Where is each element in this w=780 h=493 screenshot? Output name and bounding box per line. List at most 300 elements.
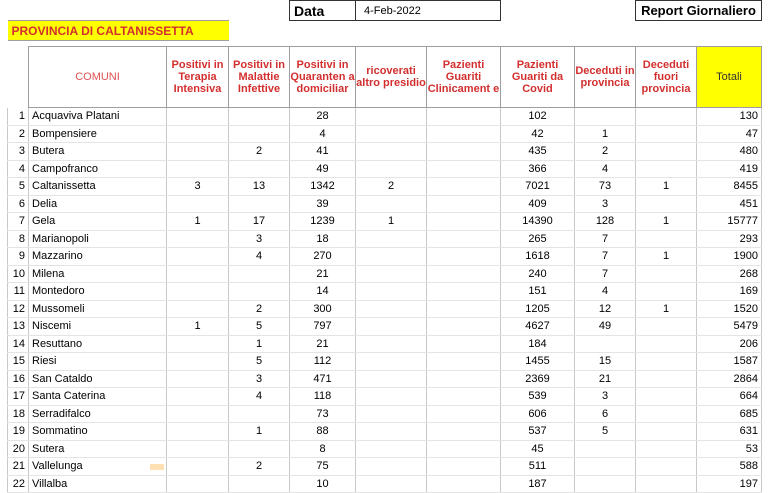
guariti-covid-value: 2369 (501, 370, 575, 388)
altro-presidio-value (356, 423, 427, 441)
comune-name: Montedoro (29, 283, 167, 301)
guariti-clinicamente-value (427, 143, 501, 161)
col-header-deceduti-provincia: Deceduti in provincia (575, 47, 636, 108)
quarantena-value: 21 (290, 265, 356, 283)
row-spacer (762, 265, 768, 283)
table-row (8, 423, 768, 441)
quarantena-value: 28 (290, 108, 356, 126)
altro-presidio-value (356, 475, 427, 493)
row-spacer (762, 458, 768, 476)
row-spacer (762, 475, 768, 493)
row-number: 15 (8, 353, 29, 371)
altro-presidio-value (356, 318, 427, 336)
deceduti-provincia-value: 21 (575, 370, 636, 388)
comune-name: Delia (29, 195, 167, 213)
malattie-infettive-value (229, 440, 290, 458)
guariti-clinicamente-value (427, 213, 501, 231)
quarantena-value: 797 (290, 318, 356, 336)
terapia-intensiva-value (167, 475, 229, 493)
quarantena-value: 1342 (290, 178, 356, 196)
malattie-infettive-value (229, 125, 290, 143)
altro-presidio-value (356, 248, 427, 266)
guariti-clinicamente-value (427, 178, 501, 196)
malattie-infettive-value: 5 (229, 318, 290, 336)
row-number: 7 (8, 213, 29, 231)
table-body (8, 108, 768, 493)
totale-value: 588 (697, 458, 762, 476)
row-number: 13 (8, 318, 29, 336)
terapia-intensiva-value (167, 283, 229, 301)
terapia-intensiva-value (167, 265, 229, 283)
table-row (8, 335, 768, 353)
terapia-intensiva-value: 1 (167, 318, 229, 336)
table-row (8, 300, 768, 318)
row-number: 2 (8, 125, 29, 143)
deceduti-fuori-value (636, 125, 697, 143)
terapia-intensiva-value: 1 (167, 213, 229, 231)
row-spacer (762, 440, 768, 458)
quarantena-value: 10 (290, 475, 356, 493)
quarantena-value: 88 (290, 423, 356, 441)
malattie-infettive-value: 2 (229, 458, 290, 476)
terapia-intensiva-value (167, 195, 229, 213)
comune-name: Villalba (29, 475, 167, 493)
guariti-clinicamente-value (427, 125, 501, 143)
table-row (8, 370, 768, 388)
guariti-clinicamente-value (427, 388, 501, 406)
quarantena-value: 21 (290, 335, 356, 353)
totale-value: 268 (697, 265, 762, 283)
row-number: 12 (8, 300, 29, 318)
guariti-clinicamente-value (427, 265, 501, 283)
totale-value: 664 (697, 388, 762, 406)
guariti-clinicamente-value (427, 440, 501, 458)
table-row (8, 440, 768, 458)
altro-presidio-value (356, 300, 427, 318)
row-spacer (762, 125, 768, 143)
altro-presidio-value (356, 405, 427, 423)
table-row (8, 125, 768, 143)
row-spacer (762, 230, 768, 248)
terapia-intensiva-value (167, 248, 229, 266)
table-row (8, 108, 768, 126)
malattie-infettive-value (229, 475, 290, 493)
deceduti-provincia-value: 7 (575, 248, 636, 266)
malattie-infettive-value (229, 283, 290, 301)
report-date: 4-Feb-2022 (356, 1, 501, 21)
guariti-clinicamente-value (427, 405, 501, 423)
province-title: PROVINCIA DI CALTANISSETTA (8, 21, 229, 41)
altro-presidio-value (356, 370, 427, 388)
malattie-infettive-value (229, 265, 290, 283)
guariti-clinicamente-value (427, 458, 501, 476)
totale-value: 206 (697, 335, 762, 353)
deceduti-provincia-value: 15 (575, 353, 636, 371)
row-spacer (762, 318, 768, 336)
deceduti-fuori-value (636, 388, 697, 406)
altro-presidio-value (356, 195, 427, 213)
terapia-intensiva-value (167, 458, 229, 476)
deceduti-fuori-value (636, 405, 697, 423)
comune-name: Gela (29, 213, 167, 231)
terapia-intensiva-value (167, 300, 229, 318)
altro-presidio-value (356, 230, 427, 248)
guariti-covid-value: 1205 (501, 300, 575, 318)
row-spacer (762, 353, 768, 371)
row-number: 1 (8, 108, 29, 126)
deceduti-provincia-value: 3 (575, 195, 636, 213)
cell-highlight (150, 464, 164, 470)
table-row (8, 475, 768, 493)
row-number: 20 (8, 440, 29, 458)
guariti-covid-value: 409 (501, 195, 575, 213)
comune-name: Mussomeli (29, 300, 167, 318)
terapia-intensiva-value (167, 230, 229, 248)
row-number: 9 (8, 248, 29, 266)
malattie-infettive-value: 5 (229, 353, 290, 371)
terapia-intensiva-value (167, 370, 229, 388)
guariti-clinicamente-value (427, 230, 501, 248)
deceduti-provincia-value: 1 (575, 125, 636, 143)
totale-value: 130 (697, 108, 762, 126)
totale-value: 419 (697, 160, 762, 178)
col-header-totali: Totali (697, 47, 762, 108)
table-row (8, 388, 768, 406)
table-row (8, 318, 768, 336)
comune-name: Sutera (29, 440, 167, 458)
table-row (8, 178, 768, 196)
guariti-clinicamente-value (427, 248, 501, 266)
row-number: 21 (8, 458, 29, 476)
guariti-covid-value: 1455 (501, 353, 575, 371)
deceduti-provincia-value: 128 (575, 213, 636, 231)
totale-value: 47 (697, 125, 762, 143)
guariti-clinicamente-value (427, 370, 501, 388)
deceduti-fuori-value (636, 353, 697, 371)
altro-presidio-value (356, 125, 427, 143)
deceduti-fuori-value (636, 160, 697, 178)
altro-presidio-value (356, 143, 427, 161)
quarantena-value: 73 (290, 405, 356, 423)
quarantena-value: 270 (290, 248, 356, 266)
guariti-covid-value: 606 (501, 405, 575, 423)
deceduti-fuori-value (636, 458, 697, 476)
row-number: 19 (8, 423, 29, 441)
deceduti-fuori-value (636, 143, 697, 161)
row-number: 8 (8, 230, 29, 248)
quarantena-value: 471 (290, 370, 356, 388)
deceduti-fuori-value (636, 265, 697, 283)
row-spacer (762, 388, 768, 406)
comune-name: Riesi (29, 353, 167, 371)
quarantena-value: 39 (290, 195, 356, 213)
deceduti-provincia-value (575, 475, 636, 493)
totale-value: 197 (697, 475, 762, 493)
data-label: Data (290, 1, 356, 21)
malattie-infettive-value: 2 (229, 143, 290, 161)
terapia-intensiva-value (167, 388, 229, 406)
comune-name: Caltanissetta (29, 178, 167, 196)
terapia-intensiva-value (167, 440, 229, 458)
totale-value: 1587 (697, 353, 762, 371)
totale-value: 631 (697, 423, 762, 441)
row-spacer (762, 405, 768, 423)
totale-value: 293 (697, 230, 762, 248)
totale-value: 2864 (697, 370, 762, 388)
deceduti-fuori-value: 1 (636, 248, 697, 266)
row-number: 5 (8, 178, 29, 196)
deceduti-provincia-value (575, 108, 636, 126)
guariti-covid-value: 265 (501, 230, 575, 248)
quarantena-value: 112 (290, 353, 356, 371)
totale-value: 53 (697, 440, 762, 458)
deceduti-provincia-value (575, 335, 636, 353)
deceduti-fuori-value: 1 (636, 300, 697, 318)
comune-name: Serradifalco (29, 405, 167, 423)
totale-value: 1900 (697, 248, 762, 266)
malattie-infettive-value: 13 (229, 178, 290, 196)
totale-value: 480 (697, 143, 762, 161)
table-row (8, 195, 768, 213)
altro-presidio-value (356, 458, 427, 476)
deceduti-provincia-value: 3 (575, 388, 636, 406)
row-number: 18 (8, 405, 29, 423)
deceduti-provincia-value (575, 440, 636, 458)
guariti-covid-value: 45 (501, 440, 575, 458)
comune-name: Bompensiere (29, 125, 167, 143)
terapia-intensiva-value (167, 108, 229, 126)
deceduti-fuori-value (636, 370, 697, 388)
malattie-infettive-value (229, 195, 290, 213)
comune-name: Milena (29, 265, 167, 283)
row-number: 10 (8, 265, 29, 283)
malattie-infettive-value: 17 (229, 213, 290, 231)
guariti-covid-value: 7021 (501, 178, 575, 196)
comune-name: San Cataldo (29, 370, 167, 388)
malattie-infettive-value: 4 (229, 388, 290, 406)
altro-presidio-value (356, 160, 427, 178)
terapia-intensiva-value (167, 125, 229, 143)
deceduti-fuori-value (636, 440, 697, 458)
comune-name: Acquaviva Platani (29, 108, 167, 126)
altro-presidio-value (356, 283, 427, 301)
guariti-covid-value: 42 (501, 125, 575, 143)
guariti-covid-value: 4627 (501, 318, 575, 336)
quarantena-value: 4 (290, 125, 356, 143)
guariti-covid-value: 366 (501, 160, 575, 178)
row-spacer (762, 370, 768, 388)
altro-presidio-value (356, 388, 427, 406)
malattie-infettive-value: 1 (229, 423, 290, 441)
comune-name: Santa Caterina (29, 388, 167, 406)
altro-presidio-value (356, 335, 427, 353)
quarantena-value: 118 (290, 388, 356, 406)
col-header-terapia-intensiva: Positivi in Terapia Intensiva (167, 47, 229, 108)
guariti-clinicamente-value (427, 318, 501, 336)
deceduti-fuori-value (636, 283, 697, 301)
malattie-infettive-value (229, 108, 290, 126)
deceduti-provincia-value: 7 (575, 265, 636, 283)
altro-presidio-value (356, 265, 427, 283)
totale-value: 15777 (697, 213, 762, 231)
guariti-covid-value: 539 (501, 388, 575, 406)
deceduti-provincia-value: 5 (575, 423, 636, 441)
deceduti-fuori-value (636, 230, 697, 248)
guariti-clinicamente-value (427, 108, 501, 126)
deceduti-provincia-value: 4 (575, 283, 636, 301)
deceduti-fuori-value (636, 195, 697, 213)
totale-value: 451 (697, 195, 762, 213)
deceduti-provincia-value: 2 (575, 143, 636, 161)
table-row (8, 405, 768, 423)
row-spacer (762, 335, 768, 353)
altro-presidio-value (356, 440, 427, 458)
malattie-infettive-value (229, 405, 290, 423)
table-row (8, 283, 768, 301)
table-row (8, 248, 768, 266)
table-row (8, 230, 768, 248)
table-row (8, 160, 768, 178)
quarantena-value: 1239 (290, 213, 356, 231)
totale-value: 169 (697, 283, 762, 301)
col-header-altro-presidio: ricoverati altro presidio (356, 47, 427, 108)
col-header-comuni: COMUNI (29, 47, 167, 108)
col-header-quarantena: Positivi in Quaranten a domiciliar (290, 47, 356, 108)
row-spacer (762, 213, 768, 231)
totale-value: 1520 (697, 300, 762, 318)
deceduti-provincia-value: 4 (575, 160, 636, 178)
row-number: 16 (8, 370, 29, 388)
quarantena-value: 75 (290, 458, 356, 476)
row-spacer (762, 160, 768, 178)
comune-name: Niscemi (29, 318, 167, 336)
comune-name: Butera (29, 143, 167, 161)
comune-name: Mazzarino (29, 248, 167, 266)
terapia-intensiva-value (167, 335, 229, 353)
row-number: 6 (8, 195, 29, 213)
report-sheet (7, 0, 768, 493)
altro-presidio-value: 2 (356, 178, 427, 196)
deceduti-fuori-value (636, 475, 697, 493)
row-number: 17 (8, 388, 29, 406)
row-spacer (762, 300, 768, 318)
row-spacer (762, 178, 768, 196)
altro-presidio-value (356, 353, 427, 371)
malattie-infettive-value: 2 (229, 300, 290, 318)
totale-value: 5479 (697, 318, 762, 336)
totale-value: 685 (697, 405, 762, 423)
deceduti-fuori-value: 1 (636, 178, 697, 196)
guariti-clinicamente-value (427, 423, 501, 441)
comune-name: Marianopoli (29, 230, 167, 248)
row-number: 14 (8, 335, 29, 353)
guariti-clinicamente-value (427, 160, 501, 178)
row-number: 4 (8, 160, 29, 178)
guariti-covid-value: 435 (501, 143, 575, 161)
totale-value: 8455 (697, 178, 762, 196)
quarantena-value: 14 (290, 283, 356, 301)
guariti-covid-value: 151 (501, 283, 575, 301)
row-number: 22 (8, 475, 29, 493)
quarantena-value: 18 (290, 230, 356, 248)
malattie-infettive-value: 3 (229, 230, 290, 248)
deceduti-provincia-value: 7 (575, 230, 636, 248)
guariti-covid-value: 1618 (501, 248, 575, 266)
col-header-guariti-clinicamente: Pazienti Guariti Clinicament e (427, 47, 501, 108)
deceduti-fuori-value (636, 423, 697, 441)
deceduti-fuori-value (636, 318, 697, 336)
table-row (8, 458, 768, 476)
guariti-covid-value: 240 (501, 265, 575, 283)
comune-name: Campofranco (29, 160, 167, 178)
deceduti-fuori-value: 1 (636, 213, 697, 231)
guariti-covid-value: 14390 (501, 213, 575, 231)
guariti-covid-value: 102 (501, 108, 575, 126)
deceduti-provincia-value (575, 458, 636, 476)
guariti-clinicamente-value (427, 283, 501, 301)
guariti-covid-value: 187 (501, 475, 575, 493)
row-number: 11 (8, 283, 29, 301)
quarantena-value: 8 (290, 440, 356, 458)
guariti-covid-value: 537 (501, 423, 575, 441)
table-row (8, 213, 768, 231)
table-row (8, 353, 768, 371)
table-row (8, 143, 768, 161)
report-title: Report Giornaliero (636, 1, 762, 21)
deceduti-provincia-value: 49 (575, 318, 636, 336)
guariti-covid-value: 184 (501, 335, 575, 353)
row-spacer (762, 108, 768, 126)
malattie-infettive-value: 3 (229, 370, 290, 388)
quarantena-value: 300 (290, 300, 356, 318)
comune-name: Sommatino (29, 423, 167, 441)
guariti-clinicamente-value (427, 300, 501, 318)
quarantena-value: 41 (290, 143, 356, 161)
malattie-infettive-value: 4 (229, 248, 290, 266)
deceduti-fuori-value (636, 335, 697, 353)
terapia-intensiva-value (167, 353, 229, 371)
col-header-guariti-covid: Pazienti Guariti da Covid (501, 47, 575, 108)
deceduti-provincia-value: 6 (575, 405, 636, 423)
quarantena-value: 49 (290, 160, 356, 178)
terapia-intensiva-value (167, 160, 229, 178)
deceduti-provincia-value: 73 (575, 178, 636, 196)
row-spacer (762, 248, 768, 266)
guariti-covid-value: 511 (501, 458, 575, 476)
table-row (8, 265, 768, 283)
guariti-clinicamente-value (427, 353, 501, 371)
malattie-infettive-value: 1 (229, 335, 290, 353)
guariti-clinicamente-value (427, 195, 501, 213)
guariti-clinicamente-value (427, 335, 501, 353)
row-spacer (762, 423, 768, 441)
comune-name: Vallelunga (29, 458, 167, 476)
terapia-intensiva-value (167, 423, 229, 441)
deceduti-fuori-value (636, 108, 697, 126)
comune-name: Resuttano (29, 335, 167, 353)
row-spacer (762, 195, 768, 213)
col-header-malattie-infettive: Positivi in Malattie Infettive (229, 47, 290, 108)
row-number: 3 (8, 143, 29, 161)
terapia-intensiva-value (167, 405, 229, 423)
guariti-clinicamente-value (427, 475, 501, 493)
col-header-deceduti-fuori: Deceduti fuori provincia (636, 47, 697, 108)
terapia-intensiva-value (167, 143, 229, 161)
altro-presidio-value (356, 108, 427, 126)
row-spacer (762, 283, 768, 301)
malattie-infettive-value (229, 160, 290, 178)
deceduti-provincia-value: 12 (575, 300, 636, 318)
